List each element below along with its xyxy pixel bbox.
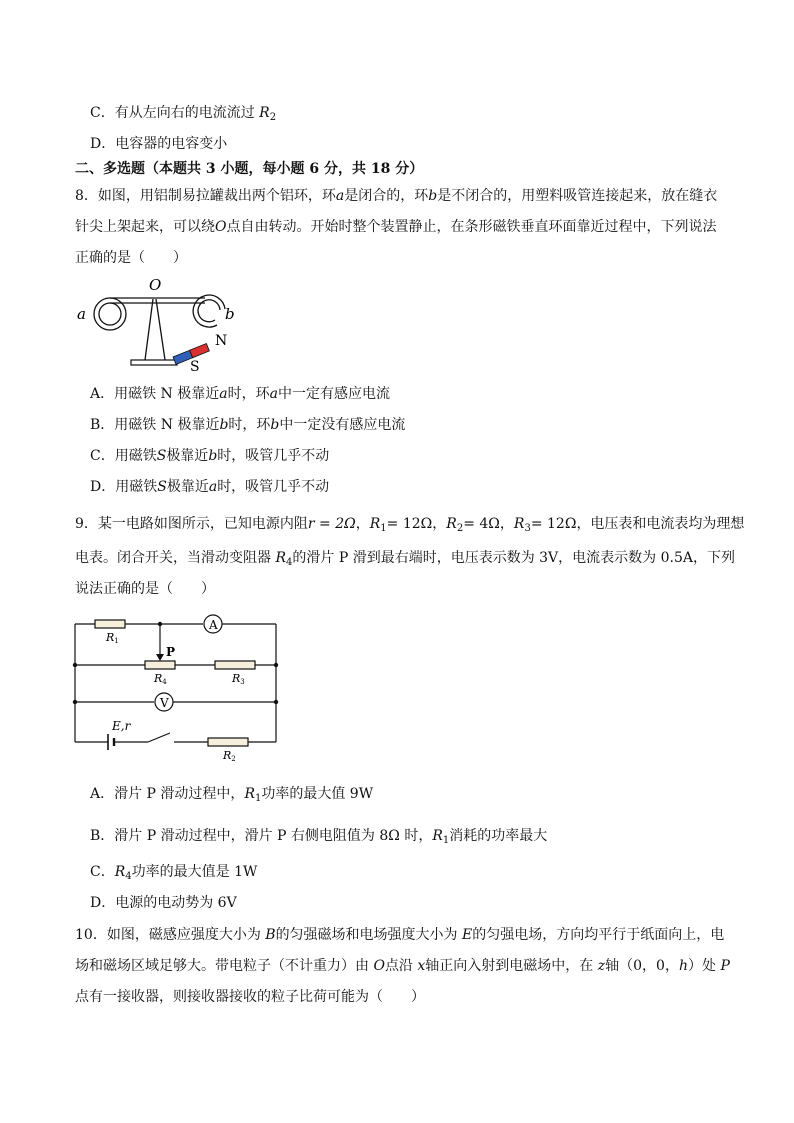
q8c-3: 时，吸管几乎不动 xyxy=(217,448,330,464)
q8-line3: 正确的是（ ） xyxy=(75,250,187,266)
needle-base xyxy=(131,360,177,365)
q9-circuit xyxy=(70,612,285,767)
q7-option-c-sub: 2 xyxy=(269,112,277,123)
label-r3: R3 xyxy=(232,672,245,686)
q9b-1: B．滑片 P 滑动过程中，滑片 P 右侧电阻值为 8Ω 时， xyxy=(90,828,433,844)
q8d-var2: a xyxy=(208,479,218,495)
q8-text-1c: 是不闭合的，用塑料吸管连接起来，放在缝衣 xyxy=(437,188,718,204)
label-emf: E,r xyxy=(112,719,131,733)
q8-text-1b: 是闭合的，环 xyxy=(344,188,429,204)
section-title: 二、多选题（本题共 3 小题，每小题 6 分，共 18 分） xyxy=(75,161,424,177)
q8c-var1: S xyxy=(156,448,167,464)
q9a-1: A．滑片 P 滑动过程中， xyxy=(90,786,245,802)
q8-var-b: b xyxy=(428,188,438,204)
q9-option-c xyxy=(90,862,257,887)
q8-figure xyxy=(75,275,245,375)
q8a-var2: a xyxy=(269,386,278,402)
q7-option-d: D．电容器的电容变小 xyxy=(90,136,228,152)
q10-var-o: O xyxy=(373,958,385,974)
q9-r1-expr: = 12Ω xyxy=(386,516,433,532)
label-o: O xyxy=(149,276,162,294)
magnet-n-half xyxy=(190,344,210,358)
q8-text-1a: 8．如图，用铝制易拉罐裁出两个铝环，环 xyxy=(75,188,336,204)
q10-text-1a: 10．如图，磁感应强度大小为 xyxy=(75,927,266,943)
q10-var-x: x xyxy=(417,958,426,974)
q9-text-2a: 电表。闭合开关，当滑动变阻器 xyxy=(75,550,276,566)
q7-option-c xyxy=(90,103,276,128)
q8d-2: 极靠近 xyxy=(166,479,209,495)
q9-line1: 9．某一电路如图所示，已知电源内阻r = 2Ω，$R_1= 12\Omega$，$R_2= 4\Omega$，$R_3= 12\Omega$，电压表和电流表均为理想 xyxy=(75,516,745,534)
q9b-sub: 1 xyxy=(442,835,450,846)
needle xyxy=(145,299,165,360)
q8b-1: B．用磁铁 N 极靠近 xyxy=(90,417,220,433)
q8-var-o: O xyxy=(215,219,227,235)
q9b-var: R xyxy=(432,828,443,844)
q9-text-2b: 的滑片 P 滑到最右端时，电压表示数为 3V，电流表示数为 0.5A，下列 xyxy=(292,550,735,566)
label-r2: R2 xyxy=(223,749,236,763)
q9-r4-sub: 4 xyxy=(286,557,293,568)
q8-text-2a: 针尖上架起来，可以绕 xyxy=(75,219,215,235)
q8d-1: D．用磁铁 xyxy=(90,479,158,495)
q10-text-2a: 场和磁场区域足够大。带电粒子（不计重力）由 xyxy=(75,958,374,974)
q8-option-d xyxy=(90,477,329,497)
q10-text-2e: ）处 xyxy=(688,958,721,974)
q7-option-c-var: R xyxy=(259,105,270,121)
q10-text-1c: 的匀强电场，方向均平行于纸面向上，电 xyxy=(472,927,725,943)
q10-var-h: h xyxy=(678,958,688,974)
q10-text-1b: 的匀强磁场和电场强度大小为 xyxy=(275,927,463,943)
q10-var-e: E xyxy=(462,927,473,943)
q9-text-1a: 9．某一电路如图所示，已知电源内阻 xyxy=(75,516,308,532)
q8c-1: C．用磁铁 xyxy=(90,448,157,464)
q9-line3: 说法正确的是（ ） xyxy=(75,581,215,597)
q8-line1 xyxy=(75,186,717,206)
q8c-2: 极靠近 xyxy=(166,448,209,464)
label-r4: R4 xyxy=(154,672,167,686)
q9-option-b xyxy=(90,826,547,851)
q9-option-d: D．电源的电动势为 6V xyxy=(90,895,237,911)
q9a-sub: 1 xyxy=(254,793,262,804)
q9b-2: 消耗的功率最大 xyxy=(449,828,548,844)
q9a-var: R xyxy=(244,786,255,802)
q8d-var1: S xyxy=(157,479,167,495)
q9-r4-var: R xyxy=(275,550,286,566)
q9-option-a xyxy=(90,784,373,809)
q8-option-c xyxy=(90,446,329,466)
q7-option-c-text: C．有从左向右的电流流过 xyxy=(90,105,260,121)
q9c-var: R xyxy=(114,864,126,880)
label-r1: R1 xyxy=(106,631,119,645)
q9-r2-expr: = 4Ω xyxy=(463,516,500,532)
q8-option-a xyxy=(90,384,390,404)
q10-line2 xyxy=(75,956,730,976)
q8b-3: 中一定没有感应电流 xyxy=(279,417,406,433)
q8-text-2b: 点自由转动。开始时整个装置静止，在条形磁铁垂直环面靠近过程中，下列说法 xyxy=(226,219,717,235)
label-s: S xyxy=(190,359,200,375)
q10-text-2c: 轴正向入射到电磁场中，在 xyxy=(425,958,598,974)
q10-text-2b: 点沿 xyxy=(384,958,418,974)
q8-option-b xyxy=(90,415,405,435)
label-n: N xyxy=(215,333,228,349)
q8-line2 xyxy=(75,217,716,237)
q10-text-2d: 轴（0，0， xyxy=(605,958,679,974)
q9-r-expr: r = 2Ω xyxy=(307,516,356,532)
ammeter-label: A xyxy=(209,618,218,632)
q10-var-z: z xyxy=(597,958,606,974)
label-a: a xyxy=(77,305,86,323)
q8a-3: 中一定有感应电流 xyxy=(277,386,390,402)
q8b-var1: b xyxy=(219,417,229,433)
q10-var-b: B xyxy=(265,927,276,943)
q9c-1: C． xyxy=(90,864,115,880)
q10-var-p: P xyxy=(720,958,730,974)
q9c-2: 功率的最大值是 1W xyxy=(131,864,258,880)
q8b-2: 时，环 xyxy=(228,417,271,433)
q10-line3: 点有一接收器，则接收器接收的粒子比荷可能为（ ） xyxy=(75,989,425,1005)
q8b-var2: b xyxy=(270,417,280,433)
q8a-1: A．用磁铁 N 极靠近 xyxy=(90,386,220,402)
q8c-var2: b xyxy=(208,448,218,464)
q8-var-a: a xyxy=(335,188,345,204)
q9-line2 xyxy=(75,548,735,573)
slider-label: P xyxy=(166,645,176,659)
label-b: b xyxy=(225,305,235,323)
q9-r3-expr: = 12Ω xyxy=(530,516,577,532)
q8a-var1: a xyxy=(219,386,228,402)
q8d-3: 时，吸管几乎不动 xyxy=(217,479,330,495)
q9c-sub: 4 xyxy=(125,871,132,882)
voltmeter-label: V xyxy=(160,696,169,710)
q8a-2: 时，环 xyxy=(227,386,270,402)
q9a-2: 功率的最大值 9W xyxy=(261,786,374,802)
q9-text-1end: ，电压表和电流表均为理想 xyxy=(576,516,745,532)
q10-line1 xyxy=(75,925,724,945)
ring-a-inner xyxy=(99,303,121,325)
